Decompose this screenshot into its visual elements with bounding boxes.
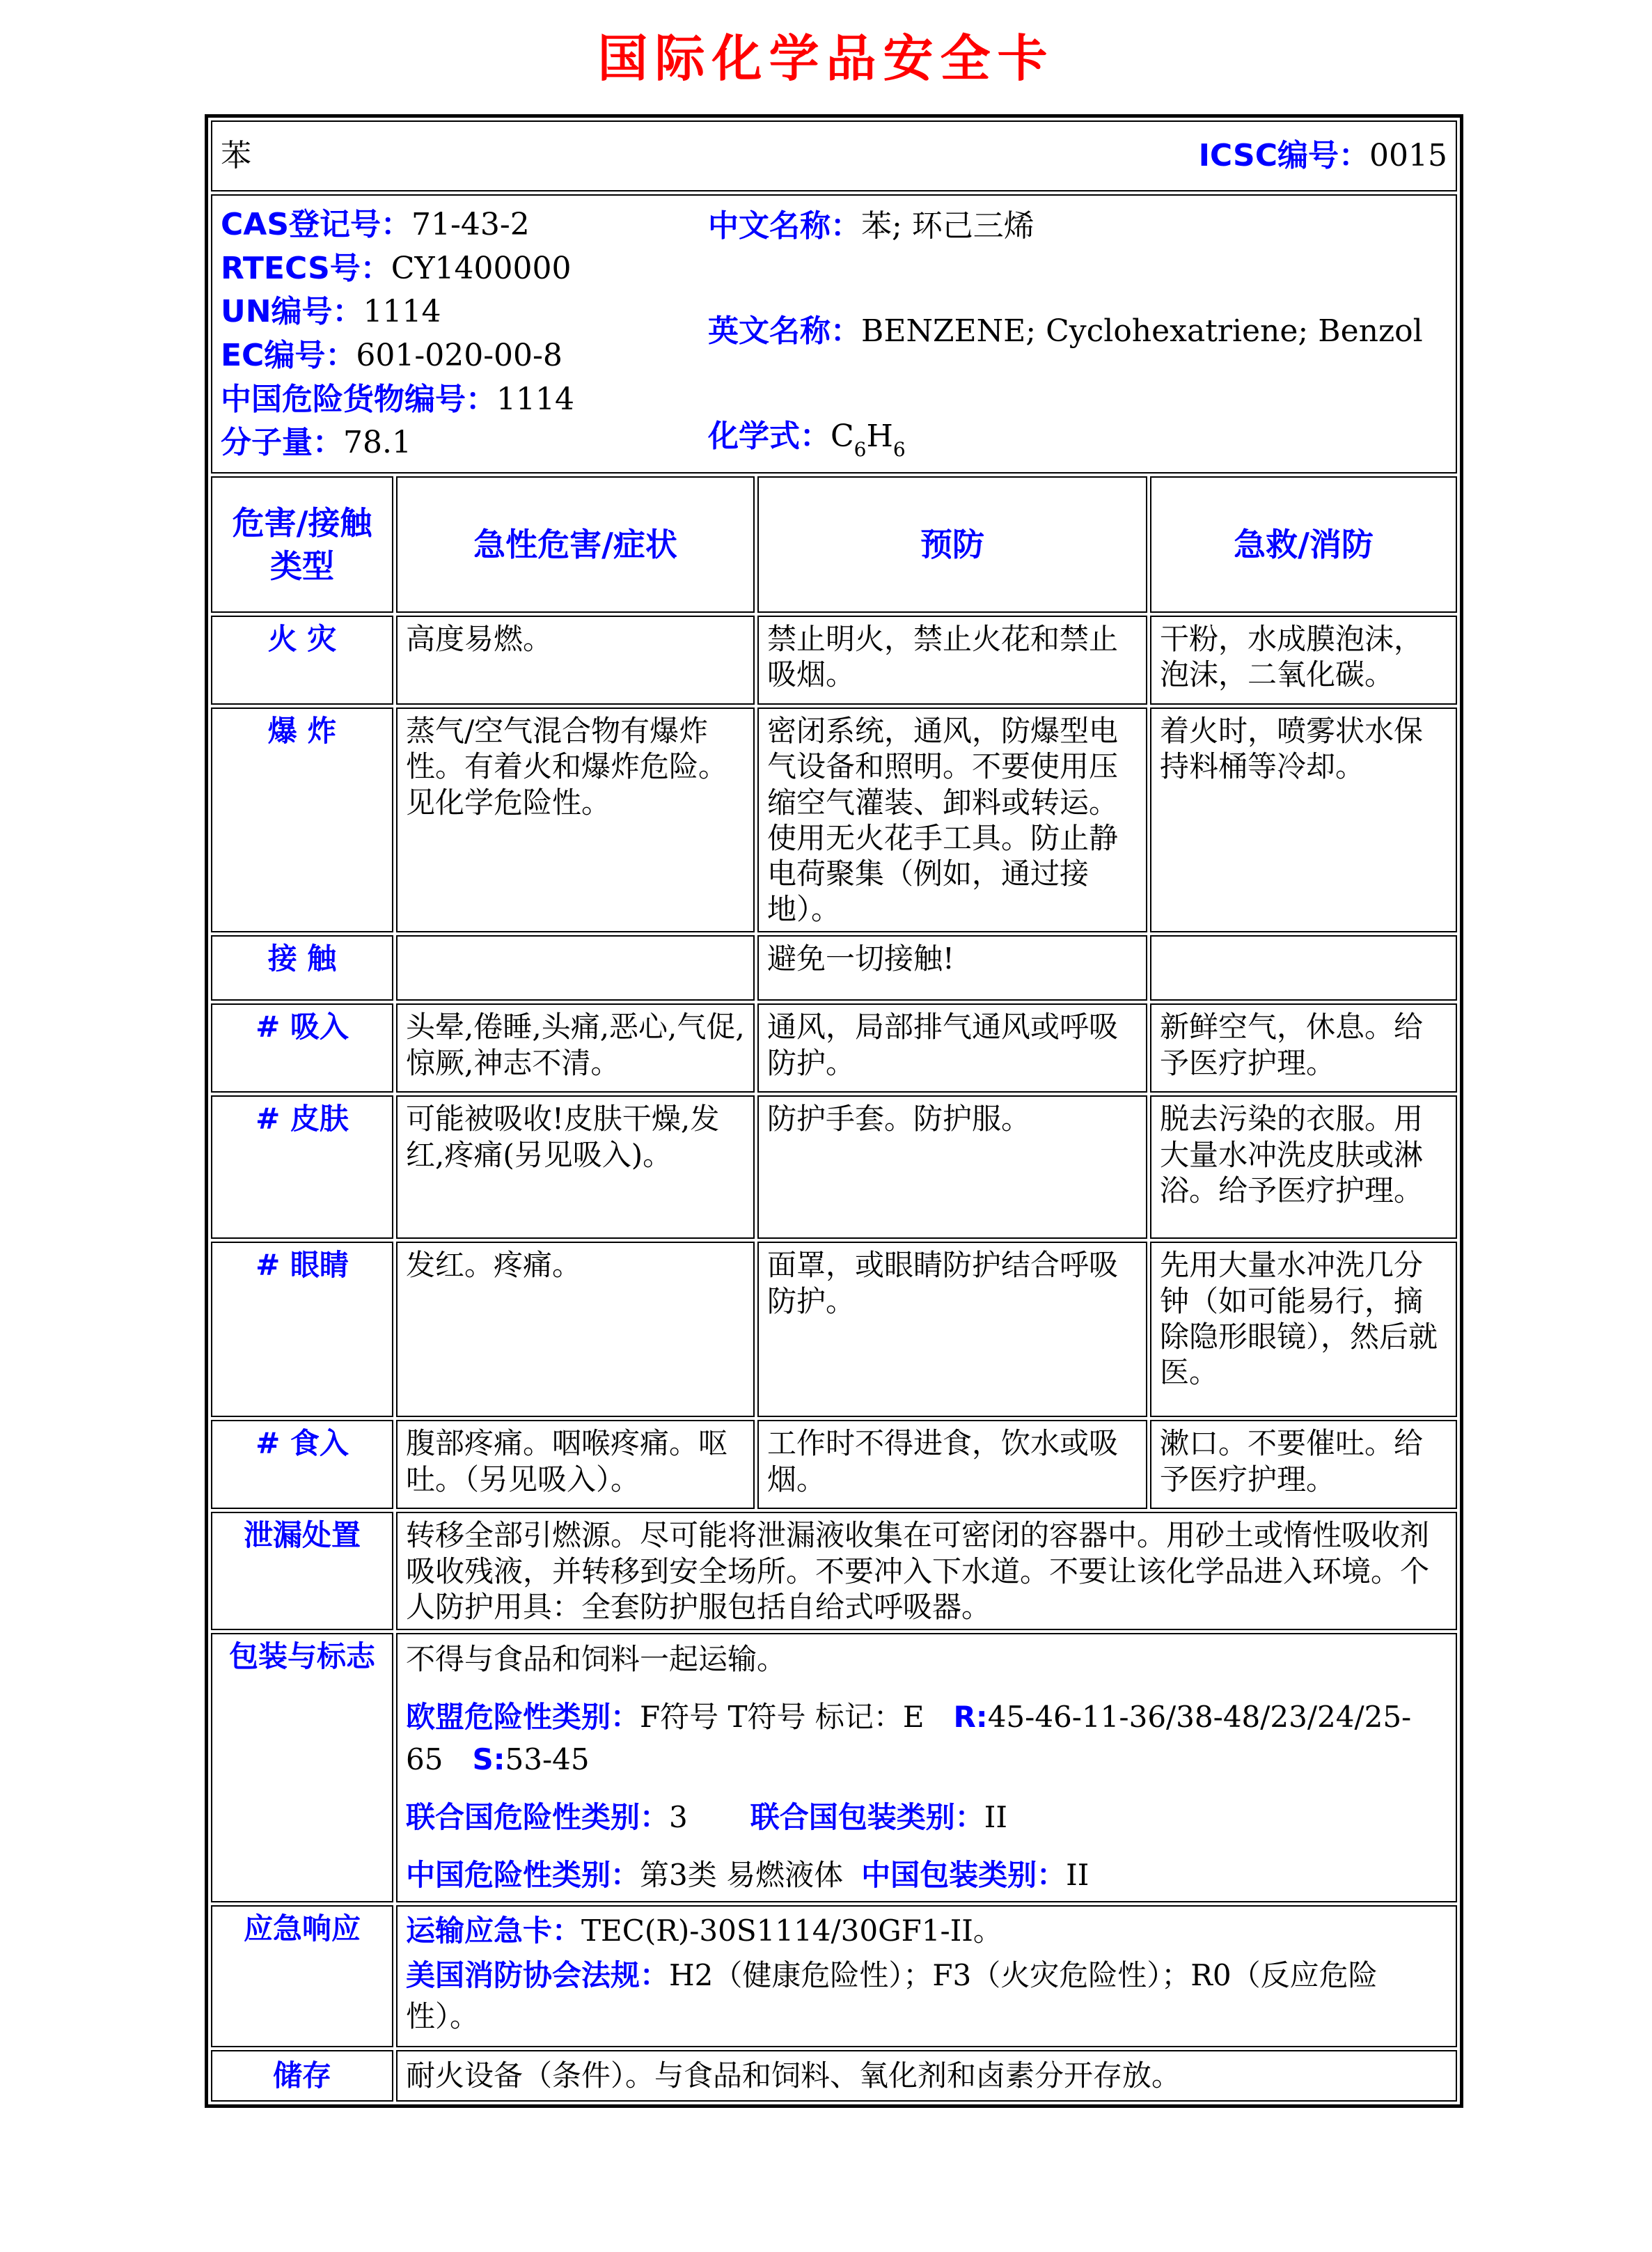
cell-explosion-symptoms: 蒸气/空气混合物有爆炸性。有着火和爆炸危险。见化学危险性。 bbox=[396, 707, 755, 932]
icsc-number bbox=[1199, 137, 1447, 175]
icsc-card-table bbox=[205, 114, 1463, 2108]
cell-emergency-text bbox=[396, 1905, 1457, 2047]
row-skin-label: # 皮肤 bbox=[211, 1095, 393, 1239]
cell-fire-symptoms: 高度易燃。 bbox=[396, 616, 755, 705]
row-eyes bbox=[211, 1242, 1457, 1417]
cell-eyes-prevention: 面罩，或眼睛防护结合呼吸防护。 bbox=[757, 1242, 1147, 1417]
row-fire bbox=[211, 616, 1457, 705]
row-storage bbox=[211, 2050, 1457, 2102]
icsc-number-label: ICSC编号： bbox=[1198, 138, 1370, 174]
header-prevention: 预防 bbox=[757, 476, 1147, 613]
cell-eyes-firstaid: 先用大量水冲洗几分钟（如可能易行，摘除隐形眼镜），然后就医。 bbox=[1150, 1242, 1457, 1417]
row-inhalation bbox=[211, 1003, 1457, 1093]
cell-explosion-prevention: 密闭系统，通风，防爆型电气设备和照明。不要使用压缩空气灌装、卸料或转运。使用无火花手工具。防止静电荷聚集（例如，通过接地）。 bbox=[757, 707, 1147, 932]
row-skin bbox=[211, 1095, 1457, 1239]
row-storage-label: 储存 bbox=[211, 2050, 393, 2102]
cell-inhalation-symptoms: 头晕,倦睡,头痛,恶心,气促,惊厥,神志不清。 bbox=[396, 1003, 755, 1093]
chemical-formula: $C_6H_6$ bbox=[831, 418, 906, 461]
cell-packaging-text bbox=[396, 1633, 1457, 1902]
info-line-formula: 化学式：$C_6H_6$ bbox=[708, 418, 906, 461]
row-contact bbox=[211, 935, 1457, 1001]
cell-inhalation-prevention: 通风，局部排气通风或呼吸防护。 bbox=[757, 1003, 1147, 1093]
cell-contact-prevention: 避免一切接触! bbox=[757, 935, 1147, 1001]
cell-fire-firstaid: 干粉，水成膜泡沫，泡沫，二氧化碳。 bbox=[1150, 616, 1457, 705]
info-line-ec: EC编号：601-020-00-8 bbox=[221, 338, 563, 374]
row-substance-header bbox=[211, 120, 1457, 191]
row-packaging bbox=[211, 1633, 1457, 1902]
cell-contact-firstaid bbox=[1150, 935, 1457, 1001]
packaging-transport-note: 不得与食品和饲料一起运输。 bbox=[406, 1642, 787, 1677]
cell-skin-prevention: 防护手套。防护服。 bbox=[757, 1095, 1147, 1239]
cell-skin-firstaid: 脱去污染的衣服。用大量水冲洗皮肤或淋浴。给予医疗护理。 bbox=[1150, 1095, 1457, 1239]
packaging-eu-classification: 欧盟危险性类别：F符号 T符号 标记：E R:45-46-11-36/38-48/23/24/25-65 S:53-45 bbox=[406, 1700, 1412, 1776]
substance-name: 苯 bbox=[221, 138, 251, 174]
info-line-chinese-name: 中文名称：苯; 环己三烯 bbox=[708, 208, 1035, 244]
row-spillage-label: 泄漏处置 bbox=[211, 1512, 393, 1630]
substance-header-cell bbox=[211, 120, 1457, 191]
cell-inhalation-firstaid: 新鲜空气，休息。给予医疗护理。 bbox=[1150, 1003, 1457, 1093]
row-eyes-label: # 眼睛 bbox=[211, 1242, 393, 1417]
cell-eyes-symptoms: 发红。疼痛。 bbox=[396, 1242, 755, 1417]
info-line-cas: CAS登记号：71-43-2 bbox=[221, 207, 530, 242]
row-explosion-label: 爆 炸 bbox=[211, 707, 393, 932]
cell-ingestion-prevention: 工作时不得进食，饮水或吸烟。 bbox=[757, 1420, 1147, 1509]
row-table-headers bbox=[211, 476, 1457, 613]
info-line-cn-dangerous-goods: 中国危险货物编号：1114 bbox=[221, 381, 574, 417]
cell-spillage-text: 转移全部引燃源。尽可能将泄漏液收集在可密闭的容器中。用砂土或惰性吸收剂吸收残液，并转移到安全场所。不要冲入下水道。不要让该化学品进入环境。个人防护用具：全套防护服包括自给式呼吸器。 bbox=[396, 1512, 1457, 1630]
cell-skin-symptoms: 可能被吸收!皮肤干燥,发红,疼痛(另见吸入)。 bbox=[396, 1095, 755, 1239]
row-identifiers bbox=[211, 194, 1457, 474]
info-line-rtecs: RTECS号：CY1400000 bbox=[221, 250, 572, 286]
identifiers-left-column bbox=[221, 200, 708, 468]
cell-contact-symptoms bbox=[396, 935, 755, 1001]
header-firstaid-firefighting: 急救/消防 bbox=[1150, 476, 1457, 613]
row-ingestion-label: # 食入 bbox=[211, 1420, 393, 1509]
row-ingestion bbox=[211, 1420, 1457, 1509]
row-contact-label: 接 触 bbox=[211, 935, 393, 1001]
cell-storage-text: 耐火设备（条件）。与食品和饲料、氧化剂和卤素分开存放。 bbox=[396, 2050, 1457, 2102]
emergency-tec-card: 运输应急卡：TEC(R)-30S1114/30GF1-II。 bbox=[406, 1913, 1002, 1948]
identifiers-cell bbox=[211, 194, 1457, 474]
cell-ingestion-symptoms: 腹部疼痛。咽喉疼痛。呕吐。（另见吸入）。 bbox=[396, 1420, 755, 1509]
row-fire-label: 火 灾 bbox=[211, 616, 393, 705]
page-title: 国际化学品安全卡 bbox=[597, 29, 1055, 88]
header-hazard-type: 危害/接触类型 bbox=[211, 476, 393, 613]
packaging-cn-classification: 中国危险性类别：第3类 易燃液体 中国包装类别：II bbox=[406, 1857, 1089, 1892]
emergency-nfpa-code: 美国消防协会法规：H2（健康危险性）；F3（火灾危险性）；R0（反应危险性）。 bbox=[406, 1958, 1378, 2034]
row-explosion bbox=[211, 707, 1457, 932]
identifiers-right-column bbox=[708, 200, 1447, 468]
row-inhalation-label: # 吸入 bbox=[211, 1003, 393, 1093]
cell-ingestion-firstaid: 漱口。不要催吐。给予医疗护理。 bbox=[1150, 1420, 1457, 1509]
row-packaging-label: 包装与标志 bbox=[211, 1633, 393, 1902]
cell-explosion-firstaid: 着火时，喷雾状水保持料桶等冷却。 bbox=[1150, 707, 1457, 932]
packaging-un-classification: 联合国危险性类别：3 联合国包装类别：II bbox=[406, 1799, 1007, 1834]
icsc-number-value: 0015 bbox=[1369, 138, 1448, 174]
cell-fire-prevention: 禁止明火，禁止火花和禁止吸烟。 bbox=[757, 616, 1147, 705]
icsc-document-page bbox=[0, 18, 1652, 2252]
row-emergency bbox=[211, 1905, 1457, 2047]
info-line-un: UN编号：1114 bbox=[221, 294, 441, 330]
header-acute-hazards: 急性危害/症状 bbox=[396, 476, 755, 613]
info-line-english-name: 英文名称：BENZENE; Cyclohexatriene; Benzol bbox=[708, 313, 1423, 349]
info-line-molweight: 分子量：78.1 bbox=[221, 425, 411, 461]
row-emergency-label: 应急响应 bbox=[211, 1905, 393, 2047]
row-spillage bbox=[211, 1512, 1457, 1630]
